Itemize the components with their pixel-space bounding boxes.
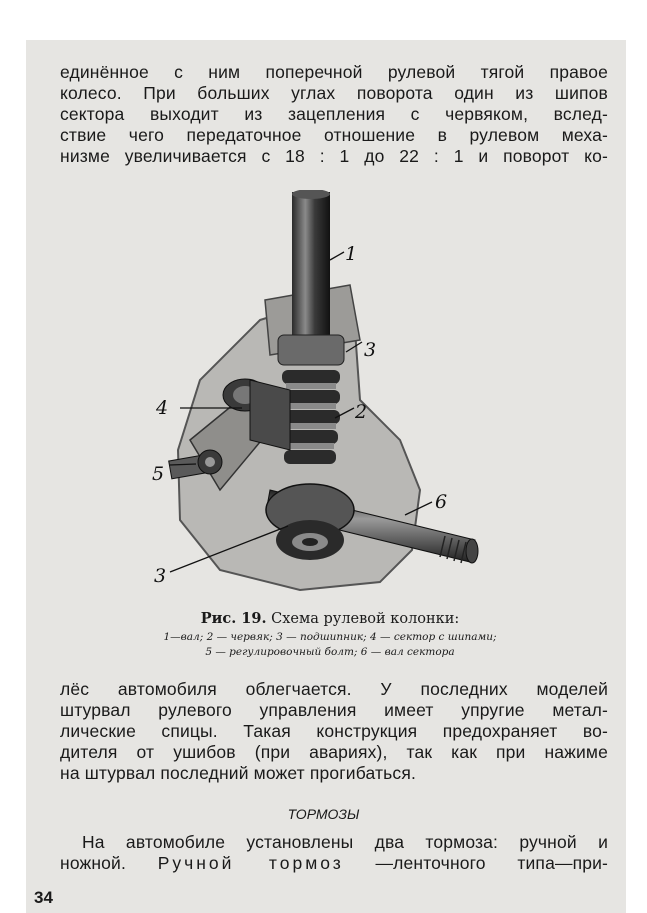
text-fragment: ножной. (60, 853, 126, 873)
figure-label-worm: 2 (355, 401, 368, 423)
text-line: На автомобиле установлены два тормоза: ручной и (82, 832, 608, 852)
figure-caption-title (70, 610, 590, 627)
text-line: лические спицы. Такая конструкция предохраняет во- (60, 721, 608, 741)
text-line: низме увеличивается с 18 : 1 до 22 : 1 и поворот ко- (60, 146, 608, 166)
text-line: на штурвал последний может прогибаться. (60, 763, 416, 783)
paragraph-bottom (60, 832, 608, 874)
figure-label-sector: 4 (156, 397, 169, 419)
figure-label-adjusting-bolt: 5 (152, 463, 165, 485)
figure-legend-line: 1—вал; 2 — червяк; 3 — подшипник; 4 — сектор с шипами; (163, 631, 497, 643)
steering-column-figure (150, 190, 495, 600)
text-fragment: —ленточного типа—при- (375, 853, 609, 873)
text-line: лёс автомобиля облегчается. У последних моделей (60, 679, 608, 699)
text-line: колесо. При больших углах поворота один из шипов (60, 83, 608, 103)
figure-label-bearing-bottom: 3 (154, 565, 167, 587)
figure-legend-line: 5 — регулировочный болт; 6 — вал сектора (205, 646, 455, 658)
figure-label-sector-shaft: 6 (435, 491, 448, 513)
paragraph-top (60, 62, 608, 167)
paragraph-middle (60, 679, 608, 784)
text-line: ствие чего передаточное отношение в рулевом меха- (60, 125, 608, 145)
figure-number: Рис. 19. (200, 610, 267, 627)
figure-label-bearing-top: 3 (364, 339, 377, 361)
section-heading: ТОРМОЗЫ (287, 806, 360, 822)
text-line: штурвал рулевого управления имеет упругие метал- (60, 700, 608, 720)
page-number: 34 (34, 888, 53, 907)
text-line (60, 853, 608, 874)
text-line: дителя от ушибов (при авариях), так как при нажиме (60, 742, 608, 762)
figure-label-shaft: 1 (345, 243, 358, 265)
text-line: сектора выходит из зацепления с червяком, вслед- (60, 104, 608, 124)
steering-column-drawing (150, 190, 495, 600)
text-line: единённое с ним поперечной рулевой тягой правое (60, 62, 608, 82)
figure-title: Схема рулевой колонки: (271, 611, 460, 627)
spaced-term: Ручной тормоз (157, 853, 344, 873)
